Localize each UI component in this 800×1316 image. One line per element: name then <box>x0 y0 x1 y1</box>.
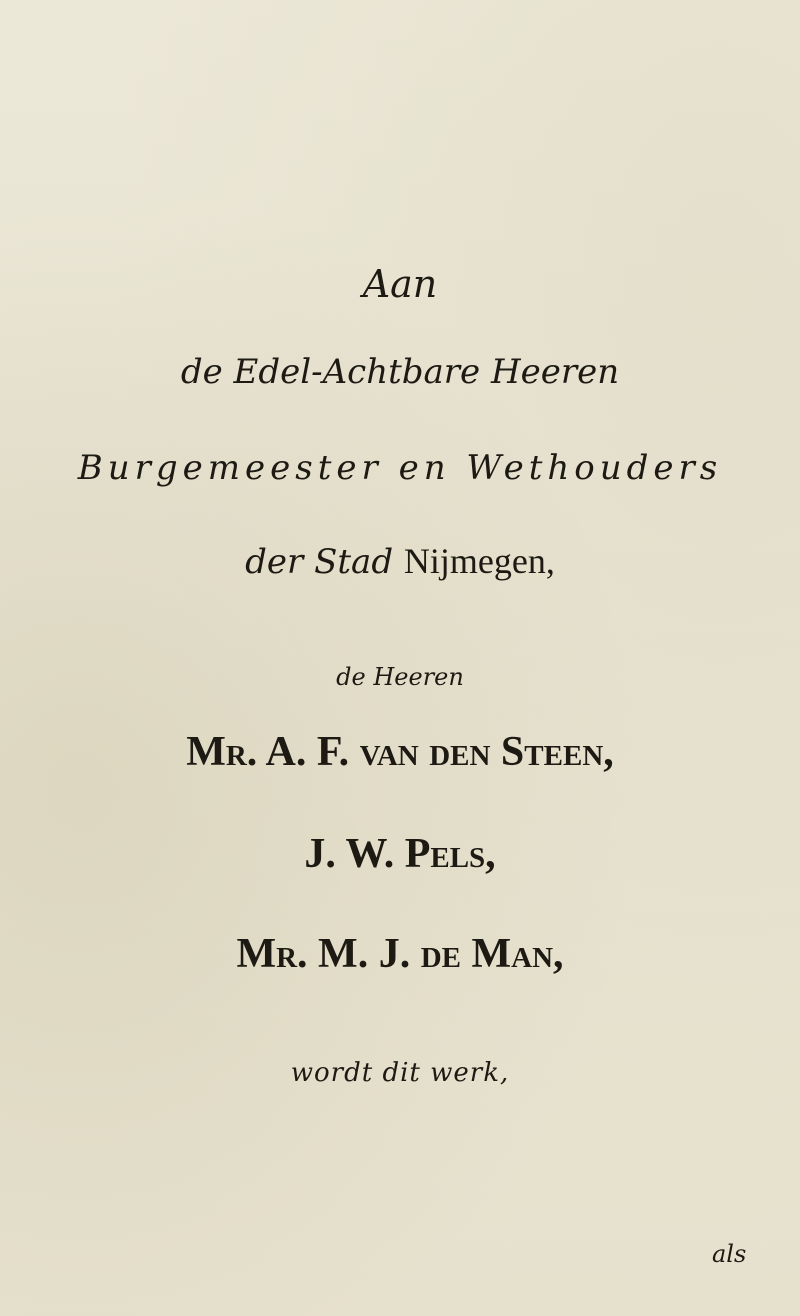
dedication-name-2: J. W. Pels, <box>304 831 496 877</box>
city-name: Nijmegen, <box>403 541 555 581</box>
city-prefix: der Stad <box>245 542 394 582</box>
dedication-addressee: de Edel-Achtbare Heeren <box>180 352 620 392</box>
dedication-heeren: de Heeren <box>336 663 464 691</box>
catchword: als <box>712 1240 747 1268</box>
dedication-name-3: Mr. M. J. de Man, <box>236 931 564 977</box>
dedication-name-1: Mr. A. F. van den Steen, <box>186 729 614 775</box>
dedication-closing: wordt dit werk, <box>290 1058 510 1088</box>
dedication-office: Burgemeester en Wethouders <box>77 448 723 488</box>
dedication-aan: Aan <box>362 262 438 306</box>
dedication-city-line <box>0 540 800 582</box>
